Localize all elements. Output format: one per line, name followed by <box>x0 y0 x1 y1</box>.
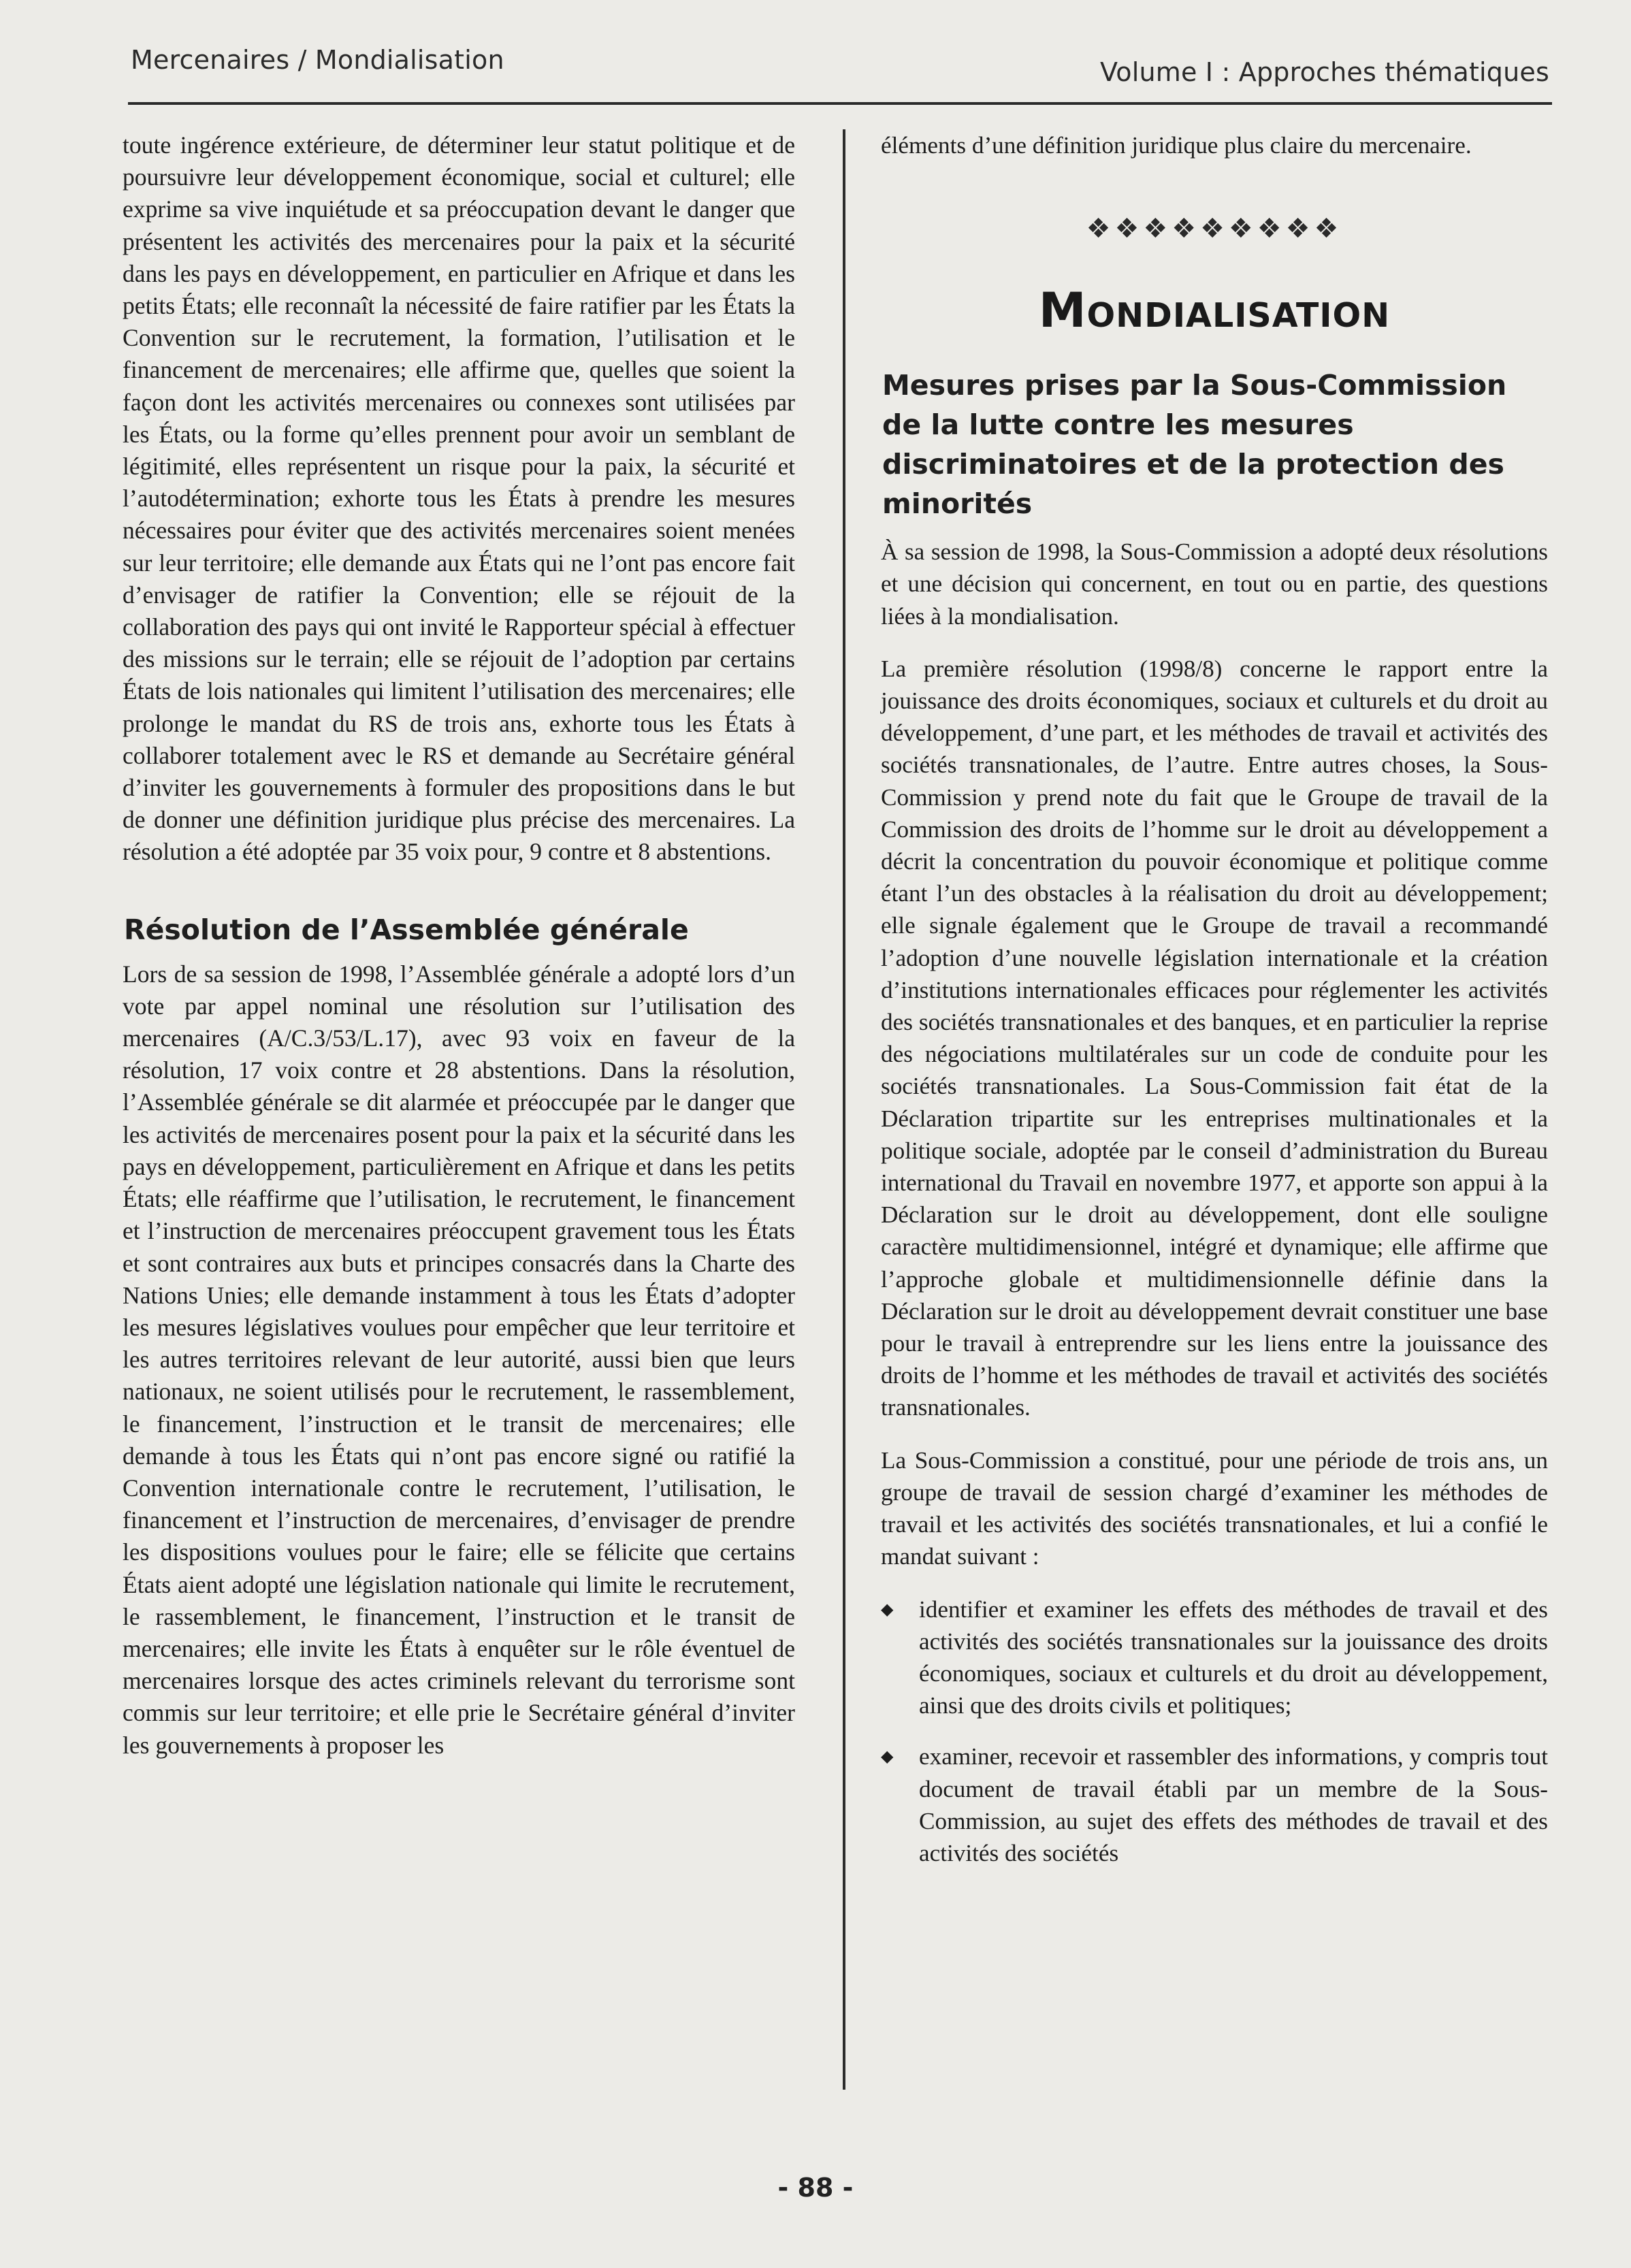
page-number: - 88 - <box>777 2173 854 2203</box>
list-item <box>881 1740 1548 1869</box>
right-paragraph-1: éléments d’une définition juridique plus claire du mercenaire. <box>881 132 1472 159</box>
left-paragraph-2: Lors de sa session de 1998, l’Assemblée générale a adopté lors d’un vote par appel nominal une résolution sur l’utilisation des mercenaires (A/C.3/53/L.17), avec 93 voix en faveur de la résolution, 17 voix contre et 28 abstentions. Dans la résolution, l’Assemblée générale se dit alarmée et préoccupée par le danger que les activités de mercenaires posent pour la paix et la sécurité dans les pays en développement, particulièrement en Afrique et dans les petits États; elle réaffirme que l’utilisation, le recrutement, le financement et l’instruction de mercenaires préoccupent gravement tous les États et sont contraires aux buts et principes consacrés dans la Charte des Nations Unies; elle demande instamment à tous les États d’adopter les mesures législatives voulues pour empêcher que leur territoire et les autres territoires relevant de leur autorité, aussi bien que leurs nationaux, ne soient utilisés pour le recrutement, le rassemblement, le financement, l’instruction et le transit de mercenaires; elle demande à tous les États qui n’ont pas encore signé ou ratifié la Convention internationale contre le recrutement, l’utilisation, le financement et l’instruction de mercenaires, d’envisager de prendre les dispositions voulues pour le faire; elle se félicite que certains États aient adopté une législation nationale qui limite le recrutement, le rassemblement, le financement, l’instruction et le transit de mercenaires; elle invite les États à enquêter sur le rôle éventuel de mercenaires lorsque des actes criminels relevant du terrorisme sont commis sur leur territoire; et elle prie le Secrétaire général d’inviter les gouvernements à proposer les <box>123 960 795 1759</box>
right-paragraph-4: La Sous-Commission a constitué, pour une période de trois ans, un groupe de travail de session chargé d’examiner les méthodes de travail et les activités des sociétés transnationales, et lui a confié le mandat suivant : <box>881 1446 1548 1570</box>
list-item-text: identifier et examiner les effets des méthodes de travail et des activités des sociétés transnationales sur la jouissance des droits économiques, sociaux et culturels et du droit au développement, ainsi que des droits civils et politiques; <box>919 1595 1548 1719</box>
section-title: Mondialisation <box>1038 282 1391 339</box>
right-subheading: Mesures prises par la Sous-Commission de la lutte contre les mesures discriminatoires et de la protection des minorités <box>882 369 1507 521</box>
running-header <box>128 39 1552 105</box>
left-paragraph-1: toute ingérence extérieure, de déterminer leur statut politique et de poursuivre leur développement économique, social et culturel; elle exprime sa vive inquiétude et sa préoccupation devant le danger que présentent les activités des mercenaires pour la paix et la sécurité dans les pays en développement, en particulier en Afrique et dans les petits États; elle reconnaît la nécessité de faire ratifier par les États la Convention sur le recrutement, la formation, l’utilisation et le financement de mercenaires; elle affirme que, quelles que soient la façon dont les activités mercenaires ou connexes sont utilisées par les États, ou la forme qu’elles prennent pour avoir un semblant de légitimité, elles représentent un risque pour la paix, la sécurité et l’autodétermination; exhorte tous les États à prendre les mesures nécessaires pour éviter que des activités mercenaires soient menées sur leur territoire; elle demande aux États qui ne l’ont pas encore fait d’envisager de ratifier la Convention; elle se réjouit de la collaboration des pays qui ont invité le Rapporteur spécial à effectuer des missions sur le terrain; elle se réjouit de l’adoption par certains États de lois nationales qui limitent l’utilisation des mercenaires; elle prolonge le mandat du RS de trois ans, exhorte tous les États à collaborer totalement avec le RS et demande au Secrétaire général d’inviter les gouvernements à formuler des propositions dans le but de donner une définition juridique plus précise des mercenaires. La résolution a été adoptée par 35 voix pour, 9 contre et 8 abstentions. <box>123 131 795 866</box>
list-item <box>881 1593 1548 1722</box>
left-column <box>123 129 795 1762</box>
left-subheading: Résolution de l’Assemblée générale <box>124 913 689 946</box>
column-divider <box>843 129 845 2090</box>
diamond-bullet-icon: ◆ <box>881 1747 894 1766</box>
list-item-text: examiner, recevoir et rassembler des informations, y compris tout document de travail établi par un membre de la Sous-Commission, au sujet des effets des méthodes de travail et des activités des sociétés <box>919 1743 1548 1866</box>
section-ornament: ❖❖❖❖❖❖❖❖❖ <box>1086 213 1343 245</box>
right-column <box>881 129 1548 1888</box>
header-right-title: Volume I : Approches thématiques <box>1100 57 1549 87</box>
diamond-bullet-icon: ◆ <box>881 1599 894 1619</box>
mandate-list <box>881 1593 1548 1870</box>
header-left-title: Mercenaires / Mondialisation <box>131 45 504 75</box>
right-paragraph-3: La première résolution (1998/8) concerne le rapport entre la jouissance des droits économiques, sociaux et culturels et du droit au développement, d’une part, et les méthodes de travail et activités des sociétés transnationales, de l’autre. Entre autres choses, la Sous-Commission y prend note du fait que le Groupe de travail de la Commission des droits de l’homme sur le droit au développement a décrit la concentration du pouvoir économique et politique comme étant l’un des obstacles à la réalisation du droit au développement; elle signale également que le Groupe de travail a recommandé l’adoption d’une nouvelle législation internationale et la création d’institutions internationales efficaces pour réglementer les activités des sociétés transnationales et des banques, et en particulier la reprise des négociations multilatérales sur un code de conduite pour les sociétés transnationales. La Sous-Commission fait état de la Déclaration tripartite sur les entreprises multinationales et la politique sociale, adoptée par le conseil d’administration du Bureau international du Travail en novembre 1977, et apporte son appui à la Déclaration sur le droit au développement, dont elle souligne caractère multidimensionnel, intégré et dynamique; elle affirme que l’approche globale et multidimensionnelle définie dans la Déclaration sur le droit au développement devrait constituer une base pour le travail à entreprendre sur les liens entre la jouissance des droits de l’homme et les méthodes de travail et activités des sociétés transnationales. <box>881 655 1548 1421</box>
right-paragraph-2: À sa session de 1998, la Sous-Commission a adopté deux résolutions et une décision qui concernent, en tout ou en partie, des questions liées à la mondialisation. <box>881 538 1548 630</box>
